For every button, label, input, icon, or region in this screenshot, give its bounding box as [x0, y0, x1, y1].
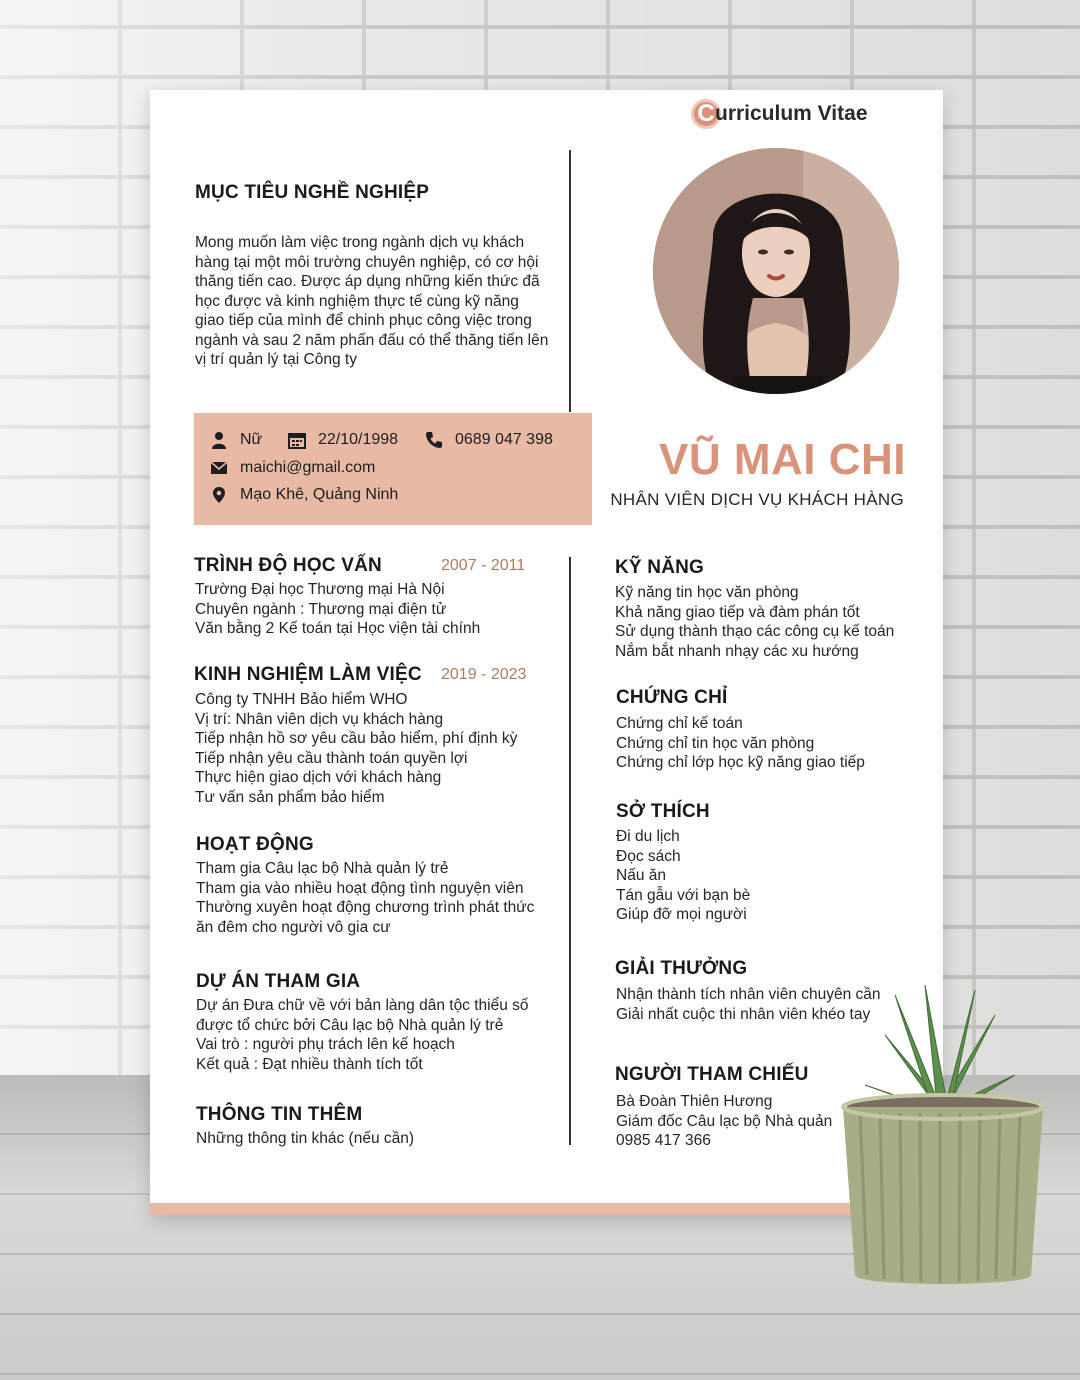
references-line: 0985 417 366	[616, 1132, 711, 1149]
skills-title: KỸ NĂNG	[615, 557, 705, 578]
objective-line: học được và kinh nghiệm thực tế cùng kỹ năng	[195, 292, 519, 310]
hobbies-line: Tán gẫu với bạn bè	[616, 886, 751, 904]
experience-line: Thực hiện giao dịch với khách hàng	[195, 769, 442, 786]
hobbies-line: Giúp đỡ mọi người	[616, 906, 747, 923]
job-title: NHÂN VIÊN DỊCH VỤ KHÁCH HÀNG	[610, 490, 904, 509]
extra-line: Những thông tin khác (nếu cần)	[196, 1130, 415, 1147]
candidate-name: VŨ MAI CHI	[659, 435, 906, 484]
references-line: Bà Đoàn Thiên Hương	[616, 1093, 773, 1110]
phone-item	[425, 431, 553, 449]
objective-line: Mong muốn làm việc trong ngành dịch vụ khách	[195, 234, 525, 251]
hobbies-text	[616, 827, 750, 925]
projects-line: được tổ chức bởi Câu lạc bộ Nhà quản lý trẻ	[196, 1016, 504, 1034]
cv-logo-circle: C	[691, 99, 721, 129]
education-line: Chuyên ngành : Thương mại điện tử	[195, 600, 447, 618]
activities-line: Tham gia vào nhiều hoạt động tình nguyện viên	[196, 879, 524, 897]
activities-title: HOẠT ĐỘNG	[196, 834, 314, 855]
objective-line: ngành và sau 2 năm phấn đấu có thể thăng tiến lên	[195, 331, 549, 349]
address-item	[210, 486, 398, 504]
profile-photo-illustration	[653, 148, 899, 394]
hobbies-line: Đọc sách	[616, 847, 681, 865]
objective-line: giao tiếp của mình để chinh phục công việc trong	[195, 312, 532, 329]
email-icon	[210, 459, 228, 477]
extra-title: THÔNG TIN THÊM	[196, 1104, 363, 1125]
email-value: maichi@gmail.com	[240, 459, 376, 476]
birthday-value: 22/10/1998	[318, 431, 399, 448]
skills-line: Nắm bắt nhanh nhạy các xu hướng	[615, 642, 859, 660]
education-title: TRÌNH ĐỘ HỌC VẤN	[194, 555, 382, 576]
objective-title: MỤC TIÊU NGHỀ NGHIỆP	[195, 182, 430, 203]
activities-line: Tham gia Câu lạc bộ Nhà quản lý trẻ	[196, 860, 449, 877]
activities-line: ăn đêm cho người vô gia cư	[196, 918, 391, 936]
experience-line: Vị trí: Nhân viên dịch vụ khách hàng	[195, 710, 444, 728]
experience-title: KINH NGHIỆM LÀM VIỆC	[194, 664, 422, 685]
gender-item	[210, 431, 262, 449]
potted-plant-decoration	[825, 975, 1055, 1295]
hobbies-title: SỞ THÍCH	[616, 801, 710, 822]
experience-line: Tiếp nhận yêu cầu thành toán quyền lợi	[195, 749, 468, 767]
skills-line: Kỹ năng tin học văn phòng	[615, 584, 799, 601]
experience-line: Tư vấn sản phẩm bảo hiểm	[195, 788, 385, 806]
certificates-title: CHỨNG CHỈ	[616, 687, 728, 708]
skills-line: Khả năng giao tiếp và đàm phán tốt	[615, 603, 860, 621]
vertical-divider-top	[569, 150, 571, 412]
birthday-item	[288, 431, 398, 449]
gender-value: Nữ	[240, 431, 263, 448]
references-text	[616, 1092, 832, 1151]
projects-line: Kết quả : Đạt nhiều thành tích tốt	[196, 1055, 423, 1073]
education-line: Văn bằng 2 Kế toán tại Học viện tài chính	[195, 620, 481, 637]
references-line: Giám đốc Câu lạc bộ Nhà quản	[616, 1112, 833, 1130]
objective-line: vị trí quản lý tại Công ty	[195, 351, 357, 368]
activities-text	[196, 859, 534, 937]
projects-line: Vai trò : người phụ trách lên kế hoạch	[196, 1036, 455, 1053]
cv-logo-text: urriculum Vitae	[715, 102, 868, 125]
calendar-icon	[288, 431, 306, 449]
awards-title: GIẢI THƯỞNG	[615, 958, 748, 979]
email-item	[210, 459, 375, 477]
certificates-text	[616, 714, 865, 773]
education-period: 2007 - 2011	[441, 557, 526, 574]
hobbies-line: Nấu ăn	[616, 867, 666, 884]
person-icon	[210, 431, 228, 449]
phone-icon	[425, 431, 443, 449]
objective-text	[195, 233, 560, 370]
location-pin-icon	[210, 486, 228, 504]
projects-line: Dự án Đưa chữ về với bản làng dân tộc thiểu số	[196, 997, 529, 1014]
experience-line: Công ty TNHH Bảo hiểm WHO	[195, 691, 408, 708]
objective-line: hàng tại một môi trường chuyên nghiệp, có cơ hội	[195, 253, 539, 271]
projects-title: DỰ ÁN THAM GIA	[196, 971, 361, 992]
certificates-line: Chứng chỉ tin học văn phòng	[616, 734, 815, 752]
hobbies-line: Đi du lịch	[616, 828, 680, 845]
certificates-line: Chứng chỉ kế toán	[616, 715, 743, 732]
extra-text	[196, 1129, 414, 1149]
experience-text	[195, 690, 517, 807]
experience-period: 2019 - 2023	[441, 666, 527, 683]
references-title: NGƯỜI THAM CHIẾU	[615, 1064, 809, 1085]
skills-line: Sử dụng thành thạo các công cụ kế toán	[615, 623, 895, 640]
skills-text	[615, 583, 894, 661]
objective-line: thăng tiến cao. Được áp dụng những kiến thức đã	[195, 273, 540, 290]
education-text	[195, 580, 480, 639]
cv-logo	[691, 98, 868, 130]
phone-value: 0689 047 398	[455, 431, 553, 448]
projects-text	[196, 996, 529, 1074]
experience-line: Tiếp nhận hồ sơ yêu cầu bảo hiểm, phí định kỳ	[195, 730, 518, 747]
vertical-divider-bottom	[569, 557, 571, 1145]
awards-line: Giải nhất cuộc thi nhân viên khéo tay	[616, 1005, 871, 1023]
contact-box	[194, 413, 592, 525]
certificates-line: Chứng chỉ lớp học kỹ năng giao tiếp	[616, 754, 865, 771]
address-value: Mạo Khê, Quảng Ninh	[240, 486, 399, 503]
education-line: Trường Đại học Thương mại Hà Nội	[195, 581, 445, 598]
profile-photo	[653, 148, 899, 394]
awards-line: Nhận thành tích nhân viên chuyên cần	[616, 986, 881, 1003]
activities-line: Thường xuyên hoạt động chương trình phát thức	[196, 899, 535, 916]
